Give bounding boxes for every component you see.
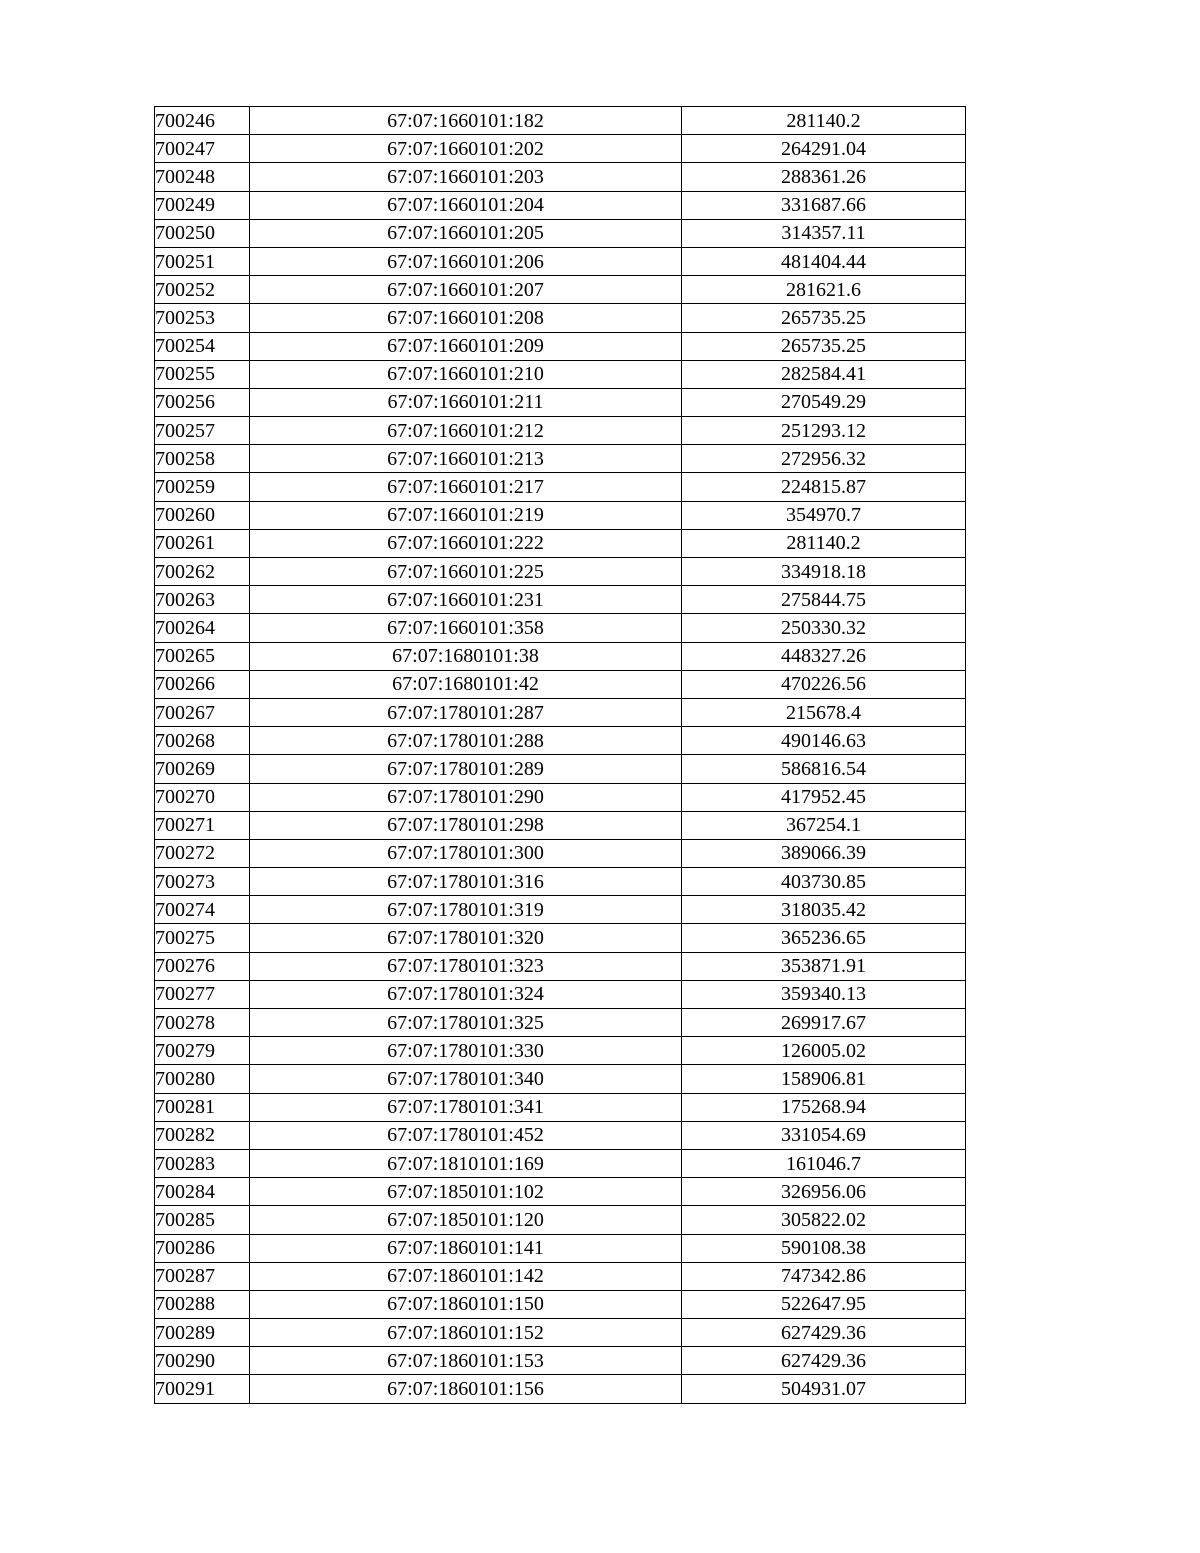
cadastral-value-cell: 403730.85 <box>682 868 966 896</box>
cadastral-value-cell: 270549.29 <box>682 388 966 416</box>
cadastral-number-cell: 67:07:1660101:205 <box>250 219 682 247</box>
cadastral-number-cell: 67:07:1780101:298 <box>250 811 682 839</box>
record-number-cell: 700272 <box>155 839 250 867</box>
cadastral-value-cell: 158906.81 <box>682 1065 966 1093</box>
cadastral-value-cell: 331687.66 <box>682 191 966 219</box>
cadastral-number-cell: 67:07:1660101:222 <box>250 529 682 557</box>
record-number-cell: 700291 <box>155 1375 250 1403</box>
cadastral-value-cell: 175268.94 <box>682 1093 966 1121</box>
record-number-cell: 700261 <box>155 529 250 557</box>
cadastral-value-cell: 481404.44 <box>682 247 966 275</box>
record-number-cell: 700253 <box>155 304 250 332</box>
cadastral-number-cell: 67:07:1780101:288 <box>250 727 682 755</box>
cadastral-value-cell: 250330.32 <box>682 614 966 642</box>
cadastral-value-cell: 367254.1 <box>682 811 966 839</box>
record-number-cell: 700280 <box>155 1065 250 1093</box>
cadastral-value-cell: 126005.02 <box>682 1037 966 1065</box>
cadastral-number-cell: 67:07:1660101:206 <box>250 247 682 275</box>
cadastral-value-cell: 354970.7 <box>682 501 966 529</box>
table-row <box>155 1206 966 1234</box>
record-number-cell: 700246 <box>155 107 250 135</box>
cadastral-value-cell: 627429.36 <box>682 1347 966 1375</box>
table-row <box>155 247 966 275</box>
cadastral-number-cell: 67:07:1780101:452 <box>250 1121 682 1149</box>
cadastral-number-cell: 67:07:1860101:156 <box>250 1375 682 1403</box>
record-number-cell: 700283 <box>155 1149 250 1177</box>
table-row <box>155 417 966 445</box>
cadastral-number-cell: 67:07:1850101:102 <box>250 1178 682 1206</box>
cadastral-number-cell: 67:07:1660101:210 <box>250 360 682 388</box>
cadastral-value-cell: 522647.95 <box>682 1290 966 1318</box>
cadastral-value-cell: 224815.87 <box>682 473 966 501</box>
record-number-cell: 700260 <box>155 501 250 529</box>
table-row <box>155 980 966 1008</box>
cadastral-value-cell: 265735.25 <box>682 304 966 332</box>
record-number-cell: 700263 <box>155 586 250 614</box>
table-row <box>155 1009 966 1037</box>
cadastral-value-cell: 448327.26 <box>682 642 966 670</box>
cadastral-value-cell: 334918.18 <box>682 558 966 586</box>
cadastral-value-cell: 215678.4 <box>682 698 966 726</box>
record-number-cell: 700273 <box>155 868 250 896</box>
cadastral-number-cell: 67:07:1660101:211 <box>250 388 682 416</box>
cadastral-value-cell: 470226.56 <box>682 670 966 698</box>
record-number-cell: 700262 <box>155 558 250 586</box>
cadastral-value-cell: 318035.42 <box>682 896 966 924</box>
cadastral-value-cell: 353871.91 <box>682 952 966 980</box>
cadastral-number-cell: 67:07:1780101:340 <box>250 1065 682 1093</box>
cadastral-number-cell: 67:07:1780101:341 <box>250 1093 682 1121</box>
table-row <box>155 276 966 304</box>
cadastral-number-cell: 67:07:1780101:320 <box>250 924 682 952</box>
table-row <box>155 163 966 191</box>
table-row <box>155 896 966 924</box>
record-number-cell: 700277 <box>155 980 250 1008</box>
table-row <box>155 924 966 952</box>
cadastral-number-cell: 67:07:1660101:231 <box>250 586 682 614</box>
cadastral-value-cell: 586816.54 <box>682 755 966 783</box>
cadastral-value-cell: 251293.12 <box>682 417 966 445</box>
cadastral-number-cell: 67:07:1780101:290 <box>250 783 682 811</box>
cadastral-number-cell: 67:07:1660101:225 <box>250 558 682 586</box>
table-row <box>155 304 966 332</box>
record-number-cell: 700248 <box>155 163 250 191</box>
cadastral-value-cell: 417952.45 <box>682 783 966 811</box>
record-number-cell: 700275 <box>155 924 250 952</box>
cadastral-number-cell: 67:07:1660101:208 <box>250 304 682 332</box>
cadastral-number-cell: 67:07:1860101:142 <box>250 1262 682 1290</box>
record-number-cell: 700284 <box>155 1178 250 1206</box>
cadastral-number-cell: 67:07:1660101:212 <box>250 417 682 445</box>
cadastral-value-cell: 389066.39 <box>682 839 966 867</box>
cadastral-number-cell: 67:07:1780101:287 <box>250 698 682 726</box>
table-row <box>155 388 966 416</box>
table-row <box>155 107 966 135</box>
cadastral-number-cell: 67:07:1680101:42 <box>250 670 682 698</box>
cadastral-number-cell: 67:07:1860101:150 <box>250 1290 682 1318</box>
cadastral-number-cell: 67:07:1660101:358 <box>250 614 682 642</box>
table-row <box>155 1319 966 1347</box>
cadastral-number-cell: 67:07:1780101:324 <box>250 980 682 1008</box>
table-row <box>155 529 966 557</box>
cadastral-value-cell: 305822.02 <box>682 1206 966 1234</box>
cadastral-value-cell: 269917.67 <box>682 1009 966 1037</box>
record-number-cell: 700266 <box>155 670 250 698</box>
table-row <box>155 1121 966 1149</box>
cadastral-value-cell: 314357.11 <box>682 219 966 247</box>
table-row <box>155 1037 966 1065</box>
cadastral-number-cell: 67:07:1660101:213 <box>250 445 682 473</box>
record-number-cell: 700278 <box>155 1009 250 1037</box>
cadastral-value-cell: 281621.6 <box>682 276 966 304</box>
table-row <box>155 727 966 755</box>
table-row <box>155 670 966 698</box>
table-row <box>155 698 966 726</box>
cadastral-number-cell: 67:07:1860101:153 <box>250 1347 682 1375</box>
record-number-cell: 700268 <box>155 727 250 755</box>
record-number-cell: 700282 <box>155 1121 250 1149</box>
cadastral-value-cell: 331054.69 <box>682 1121 966 1149</box>
record-number-cell: 700258 <box>155 445 250 473</box>
table-row <box>155 1234 966 1262</box>
record-number-cell: 700267 <box>155 698 250 726</box>
cadastral-value-cell: 504931.07 <box>682 1375 966 1403</box>
table-row <box>155 642 966 670</box>
cadastral-number-cell: 67:07:1660101:203 <box>250 163 682 191</box>
record-number-cell: 700254 <box>155 332 250 360</box>
table-row <box>155 811 966 839</box>
table-body <box>155 107 966 1404</box>
record-number-cell: 700270 <box>155 783 250 811</box>
cadastral-number-cell: 67:07:1660101:219 <box>250 501 682 529</box>
cadastral-value-cell: 264291.04 <box>682 135 966 163</box>
record-number-cell: 700279 <box>155 1037 250 1065</box>
cadastral-number-cell: 67:07:1780101:330 <box>250 1037 682 1065</box>
cadastral-value-cell: 627429.36 <box>682 1319 966 1347</box>
table-row <box>155 614 966 642</box>
cadastral-value-cell: 747342.86 <box>682 1262 966 1290</box>
record-number-cell: 700257 <box>155 417 250 445</box>
table-row <box>155 1065 966 1093</box>
cadastral-number-cell: 67:07:1660101:204 <box>250 191 682 219</box>
record-number-cell: 700250 <box>155 219 250 247</box>
record-number-cell: 700256 <box>155 388 250 416</box>
record-number-cell: 700265 <box>155 642 250 670</box>
table-row <box>155 755 966 783</box>
table-row <box>155 219 966 247</box>
table-row <box>155 783 966 811</box>
table-row <box>155 586 966 614</box>
record-number-cell: 700247 <box>155 135 250 163</box>
cadastral-value-cell: 265735.25 <box>682 332 966 360</box>
table-row <box>155 839 966 867</box>
table-row <box>155 1347 966 1375</box>
table-row <box>155 191 966 219</box>
record-number-cell: 700281 <box>155 1093 250 1121</box>
table-row <box>155 501 966 529</box>
cadastral-number-cell: 67:07:1810101:169 <box>250 1149 682 1177</box>
cadastral-number-cell: 67:07:1850101:120 <box>250 1206 682 1234</box>
cadastral-number-cell: 67:07:1780101:289 <box>250 755 682 783</box>
record-number-cell: 700251 <box>155 247 250 275</box>
record-number-cell: 700288 <box>155 1290 250 1318</box>
table-row <box>155 1290 966 1318</box>
record-number-cell: 700255 <box>155 360 250 388</box>
cadastral-value-cell: 590108.38 <box>682 1234 966 1262</box>
record-number-cell: 700290 <box>155 1347 250 1375</box>
cadastral-number-cell: 67:07:1780101:323 <box>250 952 682 980</box>
cadastral-value-cell: 359340.13 <box>682 980 966 1008</box>
cadastral-number-cell: 67:07:1660101:209 <box>250 332 682 360</box>
record-number-cell: 700264 <box>155 614 250 642</box>
table-row <box>155 135 966 163</box>
record-number-cell: 700289 <box>155 1319 250 1347</box>
cadastral-number-cell: 67:07:1680101:38 <box>250 642 682 670</box>
cadastral-value-cell: 326956.06 <box>682 1178 966 1206</box>
record-number-cell: 700287 <box>155 1262 250 1290</box>
cadastral-value-table <box>154 106 966 1404</box>
cadastral-number-cell: 67:07:1660101:202 <box>250 135 682 163</box>
cadastral-value-cell: 272956.32 <box>682 445 966 473</box>
cadastral-number-cell: 67:07:1660101:207 <box>250 276 682 304</box>
table-row <box>155 1178 966 1206</box>
cadastral-number-cell: 67:07:1660101:217 <box>250 473 682 501</box>
cadastral-value-cell: 281140.2 <box>682 107 966 135</box>
record-number-cell: 700249 <box>155 191 250 219</box>
record-number-cell: 700274 <box>155 896 250 924</box>
cadastral-value-cell: 490146.63 <box>682 727 966 755</box>
cadastral-value-cell: 365236.65 <box>682 924 966 952</box>
cadastral-value-cell: 161046.7 <box>682 1149 966 1177</box>
table-row <box>155 1093 966 1121</box>
cadastral-number-cell: 67:07:1860101:152 <box>250 1319 682 1347</box>
table-row <box>155 332 966 360</box>
cadastral-value-cell: 275844.75 <box>682 586 966 614</box>
record-number-cell: 700286 <box>155 1234 250 1262</box>
cadastral-number-cell: 67:07:1780101:319 <box>250 896 682 924</box>
cadastral-value-cell: 282584.41 <box>682 360 966 388</box>
record-number-cell: 700252 <box>155 276 250 304</box>
table-row <box>155 360 966 388</box>
cadastral-number-cell: 67:07:1660101:182 <box>250 107 682 135</box>
table-row <box>155 1262 966 1290</box>
record-number-cell: 700259 <box>155 473 250 501</box>
cadastral-number-cell: 67:07:1780101:316 <box>250 868 682 896</box>
cadastral-value-cell: 281140.2 <box>682 529 966 557</box>
table-row <box>155 473 966 501</box>
table-row <box>155 1149 966 1177</box>
record-number-cell: 700271 <box>155 811 250 839</box>
cadastral-number-cell: 67:07:1780101:300 <box>250 839 682 867</box>
table-row <box>155 1375 966 1403</box>
table-row <box>155 952 966 980</box>
table-row <box>155 445 966 473</box>
table-row <box>155 868 966 896</box>
record-number-cell: 700285 <box>155 1206 250 1234</box>
table-row <box>155 558 966 586</box>
record-number-cell: 700269 <box>155 755 250 783</box>
cadastral-number-cell: 67:07:1780101:325 <box>250 1009 682 1037</box>
cadastral-number-cell: 67:07:1860101:141 <box>250 1234 682 1262</box>
cadastral-value-cell: 288361.26 <box>682 163 966 191</box>
record-number-cell: 700276 <box>155 952 250 980</box>
